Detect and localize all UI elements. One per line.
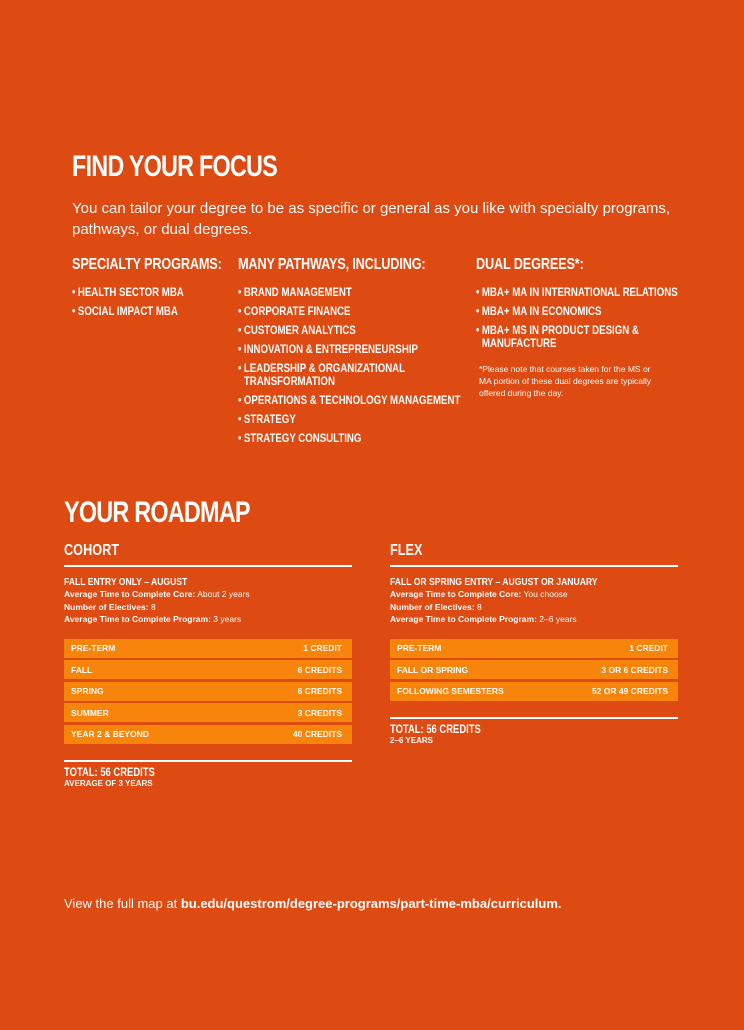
electives-label: Number of Electives: <box>64 601 149 612</box>
cohort-total: TOTAL: 56 CREDITS <box>64 766 155 779</box>
program-time-value: 2–6 years <box>539 614 577 624</box>
cohort-track <box>64 542 354 788</box>
list-item: • OPERATIONS & TECHNOLOGY MANAGEMENT <box>238 395 461 407</box>
list-item: • CUSTOMER ANALYTICS <box>238 325 356 337</box>
table-row: SPRING 6 CREDITS <box>64 682 352 701</box>
footer-note <box>64 896 562 911</box>
roadmap-title: YOUR ROADMAP <box>64 496 250 529</box>
cohort-credit-table <box>64 639 354 744</box>
table-row: YEAR 2 & BEYOND 40 CREDITS <box>64 725 352 744</box>
list-item: • SOCIAL IMPACT MBA <box>72 306 178 318</box>
focus-title: FIND YOUR FOCUS <box>72 150 277 183</box>
list-item: • LEADERSHIP & ORGANIZATIONAL TRANSFORMATION <box>238 363 406 388</box>
curriculum-link[interactable]: bu.edu/questrom/degree-programs/part-time-mba/curriculum. <box>180 896 562 911</box>
specialty-programs-column <box>72 256 255 325</box>
cohort-entry: FALL ENTRY ONLY – AUGUST <box>64 577 188 588</box>
divider <box>390 717 678 719</box>
list-item: • MBA+ MS IN PRODUCT DESIGN & MANUFACTURE <box>476 325 639 350</box>
program-time-label: Average Time to Complete Program: <box>390 614 537 624</box>
table-row: PRE-TERM 1 CREDIT <box>390 639 678 658</box>
core-time-label: Average Time to Complete Core: <box>390 589 522 599</box>
flex-details <box>390 588 680 626</box>
dual-degrees-column <box>476 256 716 399</box>
pathways-list <box>238 287 503 446</box>
list-item: • STRATEGY CONSULTING <box>238 433 362 445</box>
core-time-value: You choose <box>523 589 568 599</box>
table-row: FALL OR SPRING 3 OR 6 CREDITS <box>390 660 678 679</box>
flex-track <box>390 542 680 745</box>
footer-text: View the full map at <box>64 896 181 911</box>
list-item: • MBA+ MA IN INTERNATIONAL RELATIONS <box>476 287 678 299</box>
pathways-column <box>238 256 503 452</box>
program-time-label: Average Time to Complete Program: <box>64 614 211 624</box>
electives-value: 8 <box>476 601 482 612</box>
flex-total-duration: 2–6 YEARS <box>390 735 433 745</box>
divider <box>64 565 352 567</box>
list-item: • STRATEGY <box>238 414 296 426</box>
list-item: • BRAND MANAGEMENT <box>238 287 352 299</box>
list-item: • HEALTH SECTOR MBA <box>72 287 184 299</box>
table-row: FALL 6 CREDITS <box>64 660 352 679</box>
dual-degrees-heading: DUAL DEGREES*: <box>476 256 584 273</box>
program-time-value: 3 years <box>213 614 242 624</box>
dual-degrees-note: *Please note that courses taken for the MS or MA portion of these dual degrees are typically offered during the day. <box>479 364 651 398</box>
specialty-programs-list <box>72 287 255 319</box>
divider <box>64 760 352 762</box>
dual-degrees-list <box>476 287 716 351</box>
table-row: PRE-TERM 1 CREDIT <box>64 639 352 658</box>
flex-entry: FALL OR SPRING ENTRY – AUGUST OR JANUARY <box>390 577 598 588</box>
focus-intro: You can tailor your degree to be as specific or general as you like with specialty programs, pathways, or dual degrees. <box>72 200 671 238</box>
flex-credit-table <box>390 639 680 701</box>
cohort-total-duration: AVERAGE OF 3 YEARS <box>64 778 153 788</box>
table-row: SUMMER 3 CREDITS <box>64 703 352 722</box>
table-row: FOLLOWING SEMESTERS 52 OR 49 CREDITS <box>390 682 678 701</box>
flex-total: TOTAL: 56 CREDITS <box>390 723 481 736</box>
electives-value: 8 <box>150 601 156 612</box>
cohort-title: COHORT <box>64 542 120 559</box>
list-item: • INNOVATION & ENTREPRENEURSHIP <box>238 344 418 356</box>
core-time-value: About 2 years <box>197 589 250 599</box>
electives-label: Number of Electives: <box>390 601 475 612</box>
flex-title: FLEX <box>390 542 423 559</box>
divider <box>390 565 678 567</box>
core-time-label: Average Time to Complete Core: <box>64 589 196 599</box>
specialty-programs-heading: SPECIALTY PROGRAMS: <box>72 256 222 273</box>
list-item: • MBA+ MA IN ECONOMICS <box>476 306 602 318</box>
cohort-details <box>64 588 354 626</box>
pathways-heading: MANY PATHWAYS, INCLUDING: <box>238 256 426 273</box>
list-item: • CORPORATE FINANCE <box>238 306 351 318</box>
